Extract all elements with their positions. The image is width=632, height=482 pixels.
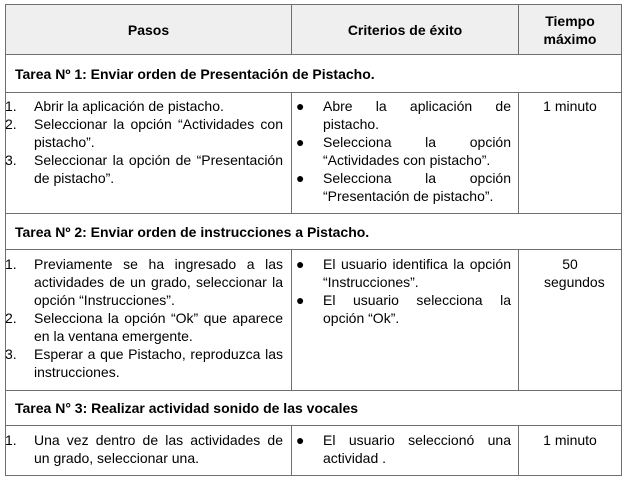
task-2-step-3: 3. Esperar a que Pistacho, reproduzca las instrucciones.: [5, 346, 283, 380]
task-2-steps: [5, 255, 283, 381]
usability-task-table: [5, 4, 622, 476]
task-2-title: Tarea Nº 2: Enviar orden de instrucciones a Pistacho.: [15, 223, 370, 240]
task-1-criteria: [296, 97, 511, 205]
task-2-criterion-2: ● El usuario selecciona la opción “Ok”.: [296, 292, 511, 326]
task-3-title: Tarea N° 3: Realizar actividad sonido de las vocales: [15, 400, 359, 416]
task-1-title: Tarea Nº 1: Enviar orden de Presentación de Pistacho.: [15, 65, 375, 82]
task-3-criterion-1: ● El usuario seleccionó una actividad .: [296, 432, 511, 466]
task-1-time: 1 minuto: [543, 98, 597, 114]
task-2-time: 50 segundos: [544, 256, 605, 290]
task-1-steps: [5, 97, 283, 187]
task-1-step-1: 1. Abrir la aplicación de pistacho.: [5, 98, 224, 114]
header-tiempo: Tiempo máximo: [519, 5, 621, 54]
header-pasos: Pasos: [6, 5, 291, 54]
task-1-step-3: 3. Seleccionar la opción de “Presentación de pistacho”.: [5, 152, 283, 186]
task-1-step-2: 2. Seleccionar la opción “Actividades con pistacho”.: [5, 116, 283, 150]
task-3-time: 1 minuto: [543, 432, 597, 448]
task-1-criterion-3: ● Selecciona la opción “Presentación de pistacho”.: [296, 170, 511, 204]
task-3-steps: [5, 431, 283, 467]
task-3-criteria: [296, 431, 511, 467]
header-criterios: Criterios de éxito: [292, 5, 518, 54]
task-2-step-1: 1. Previamente se ha ingresado a las actividades de un grado, seleccionar la opción “Instrucciones”.: [5, 256, 283, 308]
task-1-criterion-2: ● Selecciona la opción “Actividades con pistacho”.: [296, 134, 511, 168]
task-2-criteria: [296, 255, 511, 327]
task-1-criterion-1: ● Abre la aplicación de pistacho.: [296, 98, 511, 132]
task-2-step-2: 2. Selecciona la opción “Ok” que aparece en la ventana emergente.: [5, 310, 283, 344]
task-3-step-1: 1. Una vez dentro de las actividades de un grado, seleccionar una.: [5, 432, 283, 466]
task-2-criterion-1: ● El usuario identifica la opción “Instrucciones”.: [296, 256, 511, 290]
